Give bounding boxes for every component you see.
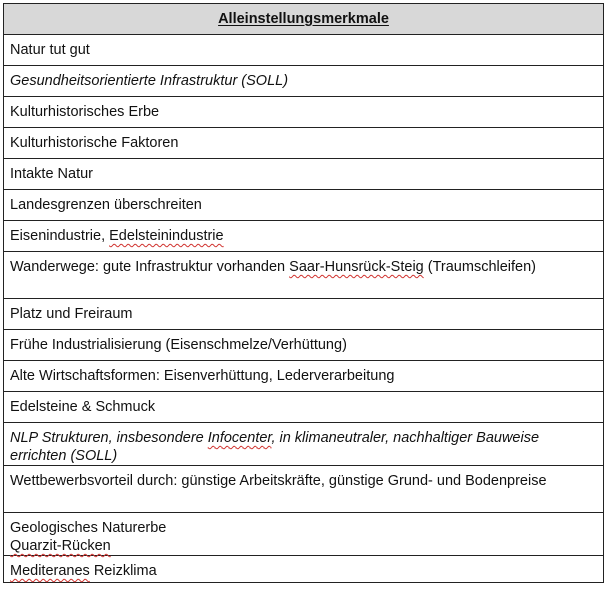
table-row (4, 66, 604, 97)
row-text: Landesgrenzen überschreiten (10, 197, 202, 213)
row-text: NLP Strukturen, insbesondere (10, 430, 208, 446)
row-text: Eisenindustrie, (10, 228, 110, 244)
row-text: Natur tut gut (10, 42, 90, 58)
row-text: Intakte Natur (10, 166, 94, 182)
table-row (4, 556, 604, 583)
table-row (4, 466, 604, 513)
row-text: Gesundheitsorientierte Infrastruktur (SOLL) (10, 73, 289, 89)
table-row (4, 190, 604, 221)
table-row (4, 513, 604, 556)
spellcheck-word: Mediteranes (10, 563, 90, 579)
table-row (4, 252, 604, 299)
table-row (4, 35, 604, 66)
row-text: (Traumschleifen) (423, 259, 537, 275)
row-text: Kulturhistorische Faktoren (10, 135, 179, 151)
spellcheck-word: Saar-Hunsrück-Steig (289, 259, 424, 275)
table-row (4, 128, 604, 159)
table-row (4, 392, 604, 423)
table-row (4, 361, 604, 392)
row-text: Wanderwege: gute Infrastruktur vorhanden (10, 259, 290, 275)
spellcheck-word: Infocenter (207, 430, 272, 446)
table-row (4, 299, 604, 330)
table-row (4, 330, 604, 361)
row-text: Edelsteine & Schmuck (10, 399, 156, 415)
row-text: Reizklima (89, 563, 157, 579)
row-text: Alte Wirtschaftsformen: Eisenverhüttung, Lederverarbeitung (10, 368, 395, 384)
row-text: Geologisches Naturerbe (10, 520, 167, 536)
row-text: , in klimaneutraler, nachhaltiger Bauweise errichten (SOLL) (10, 430, 540, 464)
row-text: Platz und Freiraum (10, 306, 133, 322)
row-text: Wettbewerbsvorteil durch: günstige Arbeitskräfte, günstige Grund- und Bodenpreise (10, 473, 547, 489)
table-header: Alleinstellungsmerkmale (218, 11, 389, 27)
table-row (4, 159, 604, 190)
row-text: Kulturhistorisches Erbe (10, 104, 160, 120)
table-row (4, 97, 604, 128)
row-text: Frühe Industrialisierung (Eisenschmelze/Verhüttung) (10, 337, 347, 353)
usp-table (3, 3, 604, 583)
spellcheck-word: Edelsteinindustrie (109, 228, 224, 244)
spellcheck-word: Quarzit-Rücken (10, 538, 111, 554)
table-row (4, 221, 604, 252)
table-row (4, 423, 604, 466)
table-header-cell (4, 4, 604, 35)
